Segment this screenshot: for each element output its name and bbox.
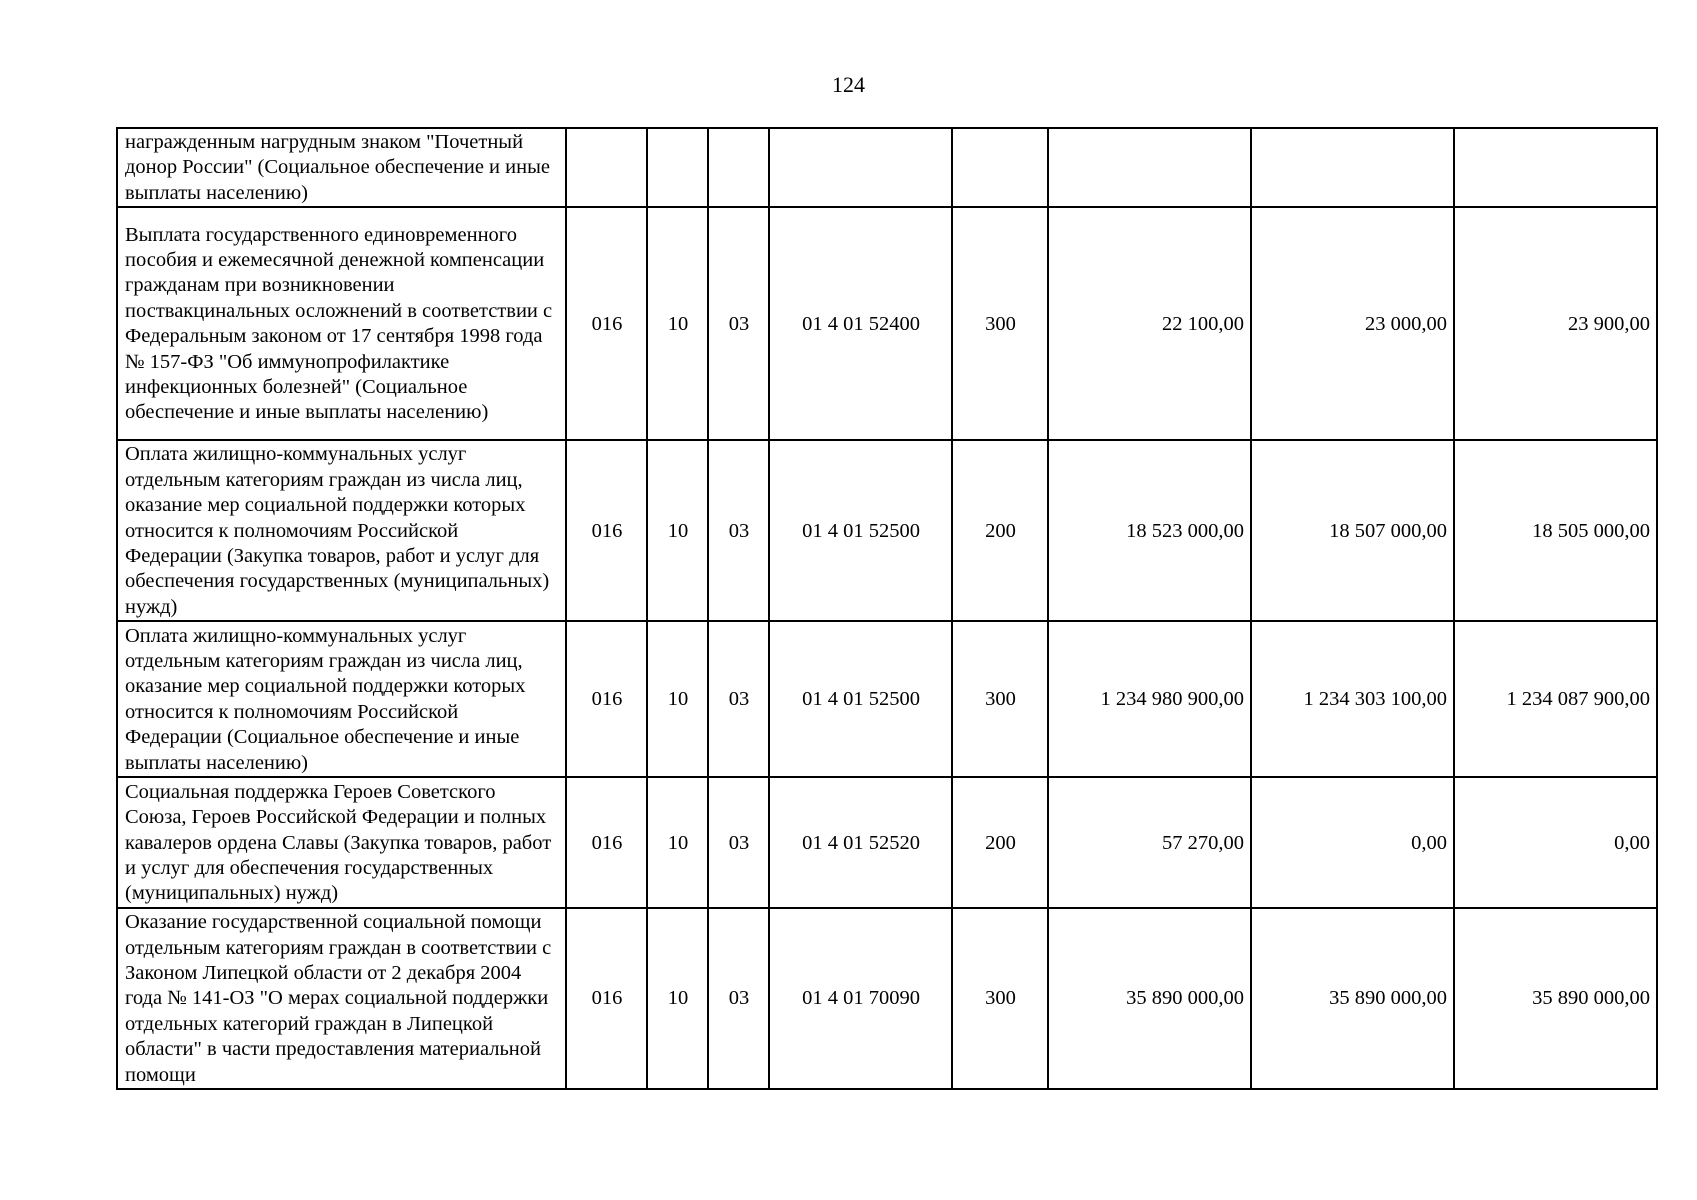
cell-subsection: 03 <box>708 777 769 908</box>
cell-section: 10 <box>647 207 708 440</box>
cell-description: Оказание государственной социальной помощи отдельным категориям граждан в соответствии с Законом Липецкой области от 2 декабря 2004 года № 141-ОЗ "О мерах социальной поддержки отдельных категорий граждан в Липецкой области" в части предоставления материальной помощи <box>117 908 566 1089</box>
cell-ministry-code <box>566 128 647 207</box>
cell-amount-year-2: 35 890 000,00 <box>1251 908 1454 1089</box>
cell-target-article: 01 4 01 52520 <box>769 777 952 908</box>
cell-amount-year-1: 18 523 000,00 <box>1048 440 1251 621</box>
cell-ministry-code: 016 <box>566 207 647 440</box>
cell-description: Оплата жилищно-коммунальных услуг отдельным категориям граждан из числа лиц, оказание мер социальной поддержки которых относится к полномочиям Российской Федерации (Закупка товаров, работ и услуг для обеспечения государственных (муниципальных) нужд) <box>117 440 566 621</box>
cell-amount-year-3: 18 505 000,00 <box>1454 440 1657 621</box>
table-row <box>117 777 1657 908</box>
cell-description: Оплата жилищно-коммунальных услуг отдельным категориям граждан из числа лиц, оказание мер социальной поддержки которых относится к полномочиям Российской Федерации (Социальное обеспечение и иные выплаты населению) <box>117 621 566 777</box>
cell-amount-year-2: 18 507 000,00 <box>1251 440 1454 621</box>
table-row <box>117 440 1657 621</box>
cell-ministry-code: 016 <box>566 621 647 777</box>
cell-target-article: 01 4 01 70090 <box>769 908 952 1089</box>
cell-amount-year-1: 22 100,00 <box>1048 207 1251 440</box>
cell-expense-type <box>952 128 1048 207</box>
cell-amount-year-2: 0,00 <box>1251 777 1454 908</box>
cell-subsection: 03 <box>708 621 769 777</box>
cell-ministry-code: 016 <box>566 777 647 908</box>
cell-amount-year-3: 0,00 <box>1454 777 1657 908</box>
cell-amount-year-1: 35 890 000,00 <box>1048 908 1251 1089</box>
cell-description: Выплата государственного единовременного пособия и ежемесячной денежной компенсации гражданам при возникновении поствакцинальных осложнений в соответствии с Федеральным законом от 17 сентября 1998 года № 157-ФЗ "Об иммунопрофилактике инфекционных болезней" (Социальное обеспечение и иные выплаты населению) <box>117 207 566 440</box>
cell-subsection: 03 <box>708 440 769 621</box>
cell-amount-year-1: 1 234 980 900,00 <box>1048 621 1251 777</box>
cell-amount-year-3: 23 900,00 <box>1454 207 1657 440</box>
cell-target-article: 01 4 01 52400 <box>769 207 952 440</box>
table-row <box>117 908 1657 1089</box>
cell-amount-year-3: 1 234 087 900,00 <box>1454 621 1657 777</box>
cell-description: награжденным нагрудным знаком "Почетный донор России" (Социальное обеспечение и иные выплаты населению) <box>117 128 566 207</box>
cell-amount-year-1: 57 270,00 <box>1048 777 1251 908</box>
cell-subsection: 03 <box>708 207 769 440</box>
cell-ministry-code: 016 <box>566 440 647 621</box>
table-row <box>117 621 1657 777</box>
cell-expense-type: 200 <box>952 440 1048 621</box>
cell-amount-year-3 <box>1454 128 1657 207</box>
cell-amount-year-2: 23 000,00 <box>1251 207 1454 440</box>
budget-table <box>116 127 1658 1090</box>
table-body <box>117 128 1657 1089</box>
cell-section: 10 <box>647 621 708 777</box>
cell-section: 10 <box>647 908 708 1089</box>
cell-amount-year-2: 1 234 303 100,00 <box>1251 621 1454 777</box>
cell-target-article: 01 4 01 52500 <box>769 621 952 777</box>
cell-expense-type: 300 <box>952 207 1048 440</box>
cell-expense-type: 200 <box>952 777 1048 908</box>
page-number: 124 <box>832 72 865 97</box>
cell-amount-year-1 <box>1048 128 1251 207</box>
cell-section: 10 <box>647 777 708 908</box>
cell-ministry-code: 016 <box>566 908 647 1089</box>
cell-section <box>647 128 708 207</box>
cell-section: 10 <box>647 440 708 621</box>
cell-subsection: 03 <box>708 908 769 1089</box>
cell-target-article <box>769 128 952 207</box>
cell-amount-year-2 <box>1251 128 1454 207</box>
cell-expense-type: 300 <box>952 621 1048 777</box>
cell-description: Социальная поддержка Героев Советского Союза, Героев Российской Федерации и полных кавалеров ордена Славы (Закупка товаров, работ и услуг для обеспечения государственных (муниципальных) нужд) <box>117 777 566 908</box>
table-row <box>117 207 1657 440</box>
cell-expense-type: 300 <box>952 908 1048 1089</box>
cell-target-article: 01 4 01 52500 <box>769 440 952 621</box>
cell-subsection <box>708 128 769 207</box>
cell-amount-year-3: 35 890 000,00 <box>1454 908 1657 1089</box>
table-row <box>117 128 1657 207</box>
